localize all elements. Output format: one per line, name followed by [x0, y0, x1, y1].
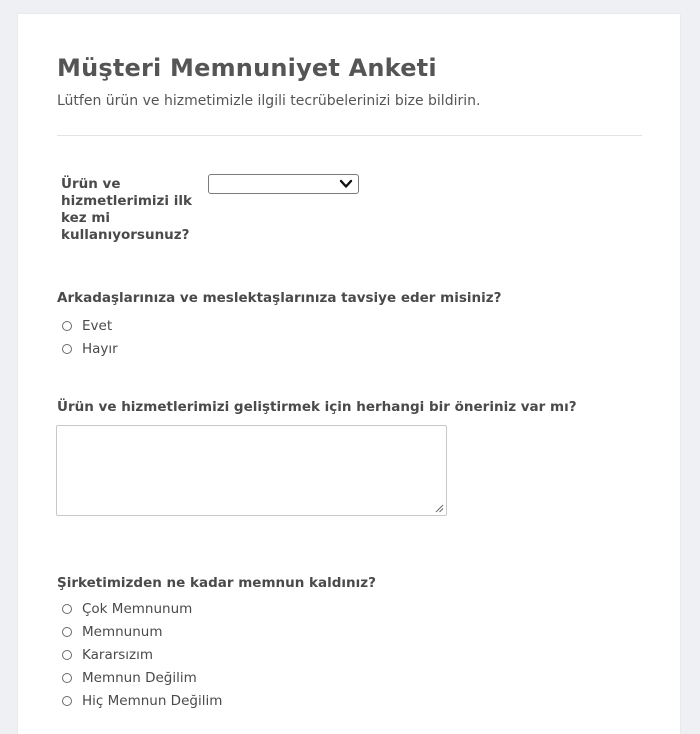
form-title: Müşteri Memnuniyet Anketi	[57, 54, 437, 82]
satisfaction-question-label: Şirketimizden ne kadar memnun kaldınız?	[57, 575, 376, 591]
first-time-select[interactable]	[208, 174, 359, 194]
option-label: Hayır	[82, 341, 118, 357]
header-divider	[57, 135, 642, 136]
suggestion-textarea[interactable]	[56, 425, 447, 516]
chevron-down-icon	[339, 178, 353, 190]
satisfaction-option-kararsizim[interactable]	[62, 646, 153, 664]
radio-button[interactable]	[62, 650, 72, 660]
satisfaction-option-hic-memnun-degilim[interactable]	[62, 692, 222, 710]
recommend-question-label: Arkadaşlarınıza ve meslektaşlarınıza tavsiye eder misiniz?	[57, 290, 502, 306]
radio-button[interactable]	[62, 604, 72, 614]
satisfaction-option-memnunum[interactable]	[62, 623, 162, 641]
satisfaction-option-cok-memnunum[interactable]	[62, 600, 192, 618]
option-label: Evet	[82, 318, 113, 334]
first-time-question-label: Ürün ve hizmetlerimizi ilk kez mi kullanıyorsunuz?	[61, 176, 192, 243]
option-label: Kararsızım	[82, 647, 154, 663]
radio-button[interactable]	[62, 321, 72, 331]
radio-button[interactable]	[62, 344, 72, 354]
radio-button[interactable]	[62, 627, 72, 637]
suggestion-question-label: Ürün ve hizmetlerimizi geliştirmek için herhangi bir öneriniz var mı?	[57, 399, 577, 415]
satisfaction-option-memnun-degilim[interactable]	[62, 669, 197, 687]
recommend-option-hayir[interactable]	[62, 340, 118, 358]
option-label: Hiç Memnun Değilim	[82, 693, 223, 709]
option-label: Çok Memnunum	[82, 601, 193, 617]
option-label: Memnun Değilim	[82, 670, 197, 686]
option-label: Memnunum	[82, 624, 163, 640]
radio-button[interactable]	[62, 696, 72, 706]
form-subtitle: Lütfen ürün ve hizmetimizle ilgili tecrübelerinizi bize bildirin.	[57, 93, 481, 109]
recommend-option-evet[interactable]	[62, 317, 112, 335]
form-card	[18, 14, 680, 734]
radio-button[interactable]	[62, 673, 72, 683]
resize-grip-icon[interactable]	[434, 503, 444, 513]
